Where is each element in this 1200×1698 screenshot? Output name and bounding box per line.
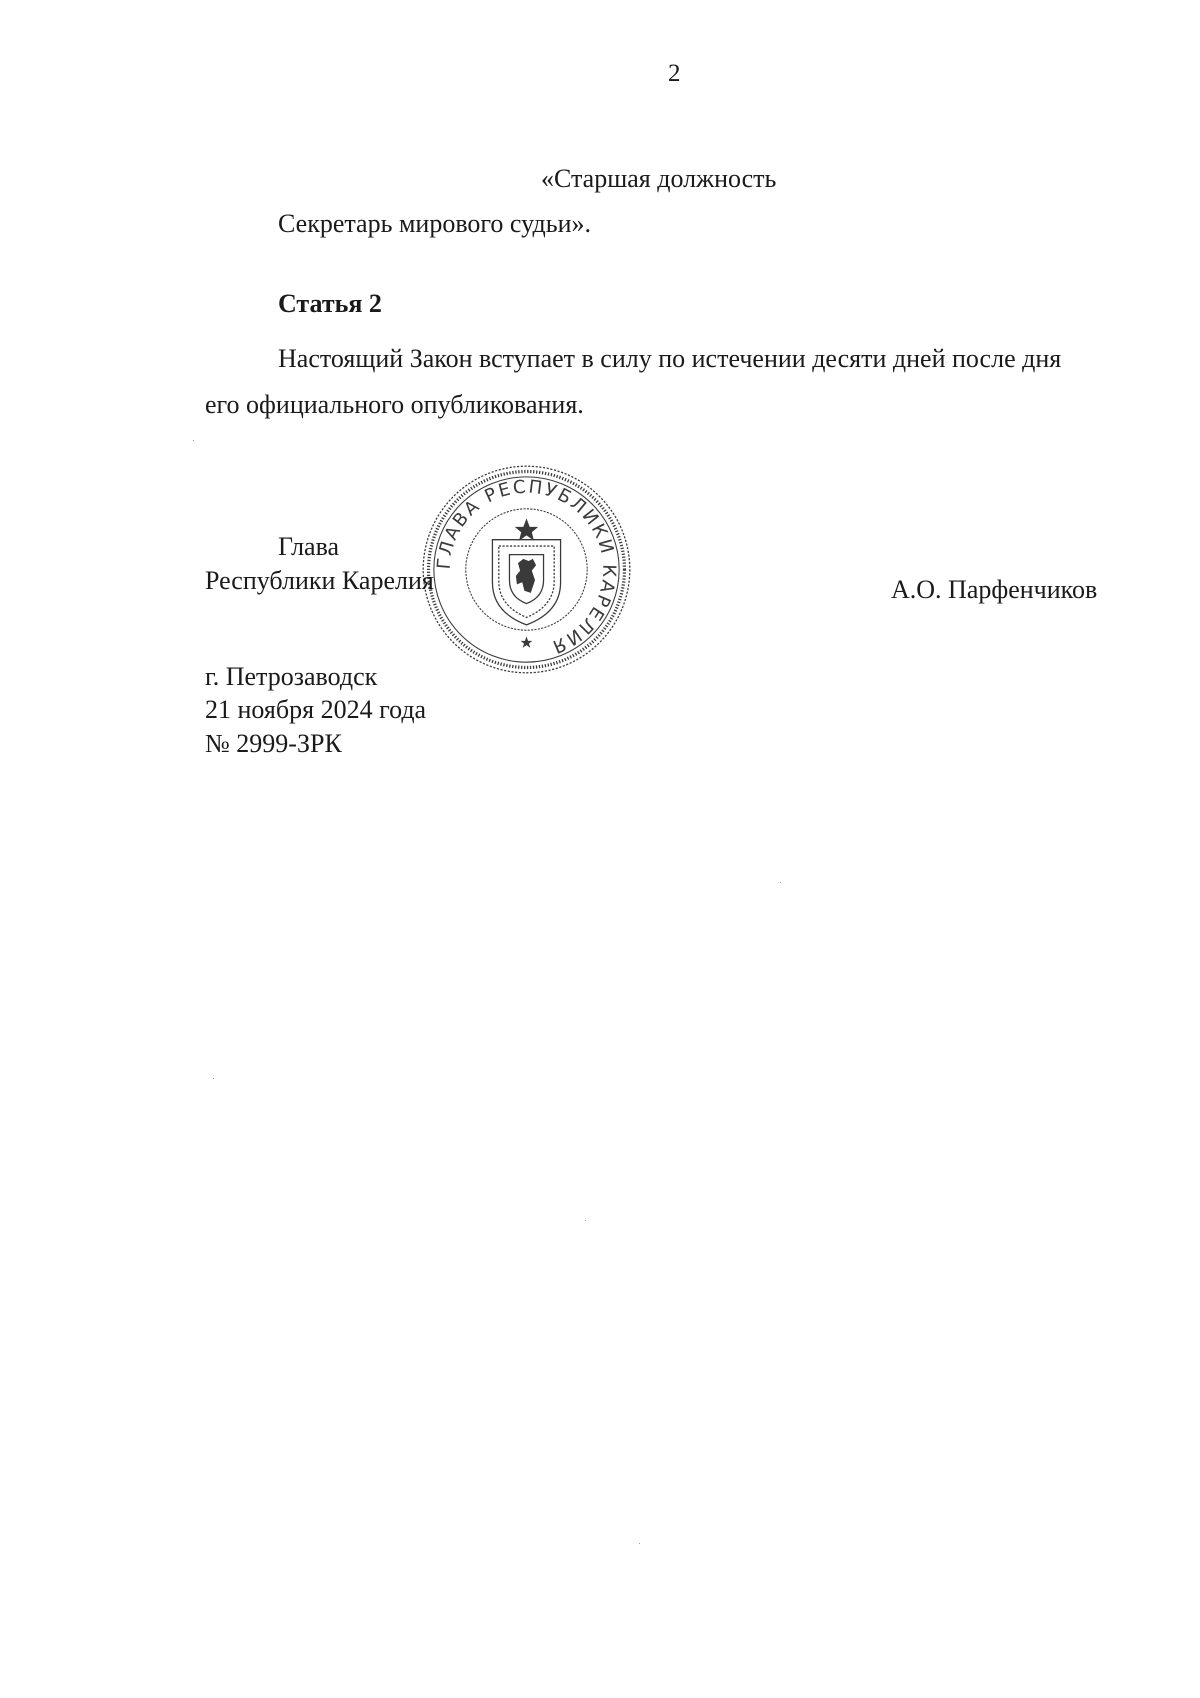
scan-speck xyxy=(193,440,194,441)
text-line-senior-position: «Старшая должность xyxy=(541,164,777,193)
article-text-line-1: Настоящий Закон вступает в силу по истечении десяти дней после дня xyxy=(278,344,1062,373)
svg-text:ГЛАВА РЕСПУБЛИКИ КАРЕЛИЯ: ГЛАВА РЕСПУБЛИКИ КАРЕЛИЯ xyxy=(433,476,620,658)
page-number: 2 xyxy=(668,60,681,87)
footer-date: 21 ноября 2024 года xyxy=(205,695,427,724)
footer-city: г. Петрозаводск xyxy=(205,662,378,691)
article-text-line-2: его официального опубликования. xyxy=(205,390,584,419)
scan-speck xyxy=(585,1220,586,1221)
signer-name: А.О. Парфенчиков xyxy=(891,575,1098,604)
official-seal xyxy=(420,463,633,676)
article-heading: Статья 2 xyxy=(278,289,382,318)
signature-title-line-1: Глава xyxy=(278,532,340,561)
scan-speck xyxy=(639,1543,640,1544)
scan-speck xyxy=(780,882,781,883)
text-line-secretary: Секретарь мирового судьи». xyxy=(278,209,591,238)
scan-speck xyxy=(213,1078,214,1079)
signature-title-line-2: Республики Карелия xyxy=(205,566,434,595)
footer-number: № 2999-ЗРК xyxy=(205,729,342,758)
